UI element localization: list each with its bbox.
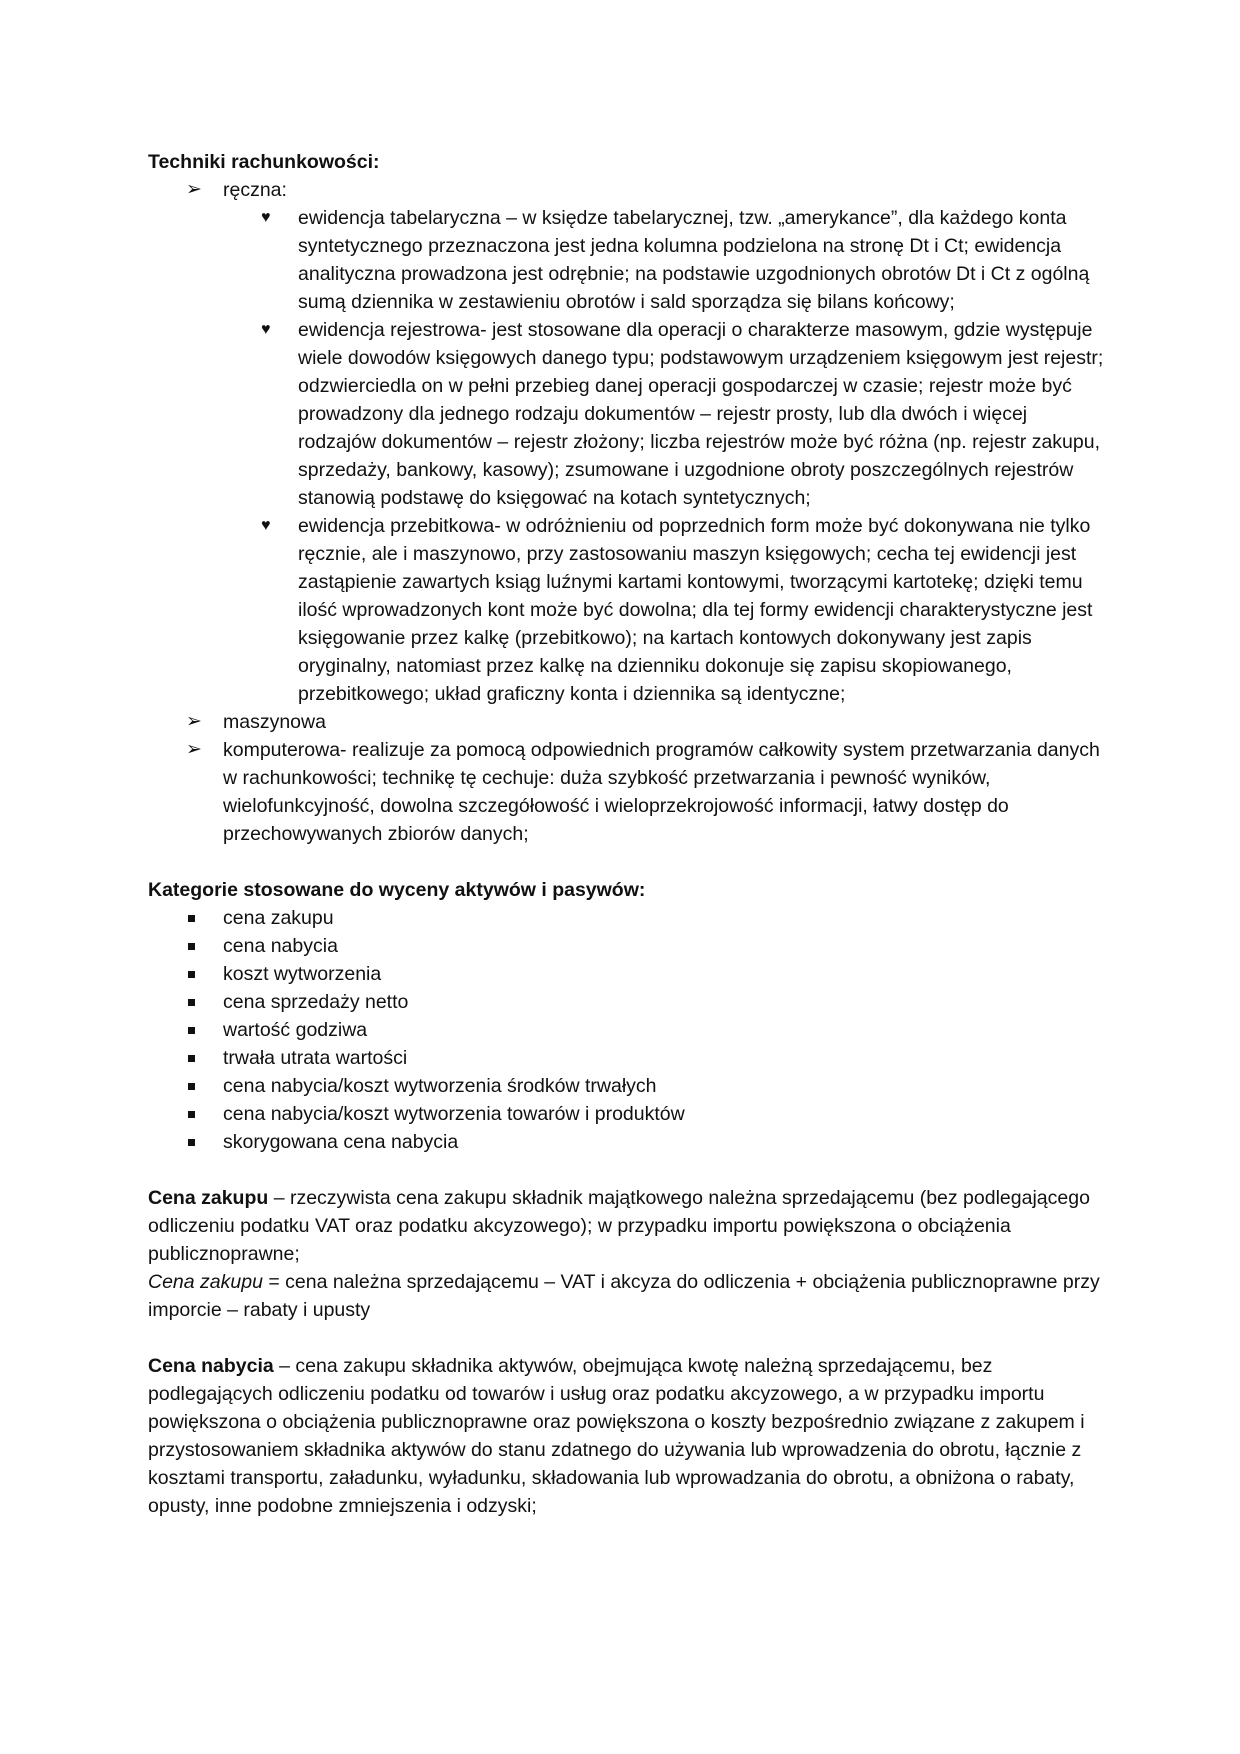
square-bullet-icon xyxy=(188,999,195,1006)
list-item-text: cena nabycia/koszt wytworzenia środków trwałych xyxy=(223,1075,657,1097)
cena-nabycia-definition xyxy=(148,1352,1108,1520)
list-item xyxy=(148,960,1108,988)
section-heading-techniki: Techniki rachunkowości: xyxy=(148,151,380,173)
sublist-item-text: ewidencja tabelaryczna – w księdze tabelarycznej, tzw. „amerykance”, dla każdego konta syntetycznego przeznaczona jest jedna kolumna podzielona na stronę Dt i Ct; ewidencja analityczna prowadzona jest odrębnie; na podstawie uzgodnionych obrotów Dt i Ct z ogólną sumą dziennika w zestawieniu obrotów i sald sporządza się bilans końcowy; xyxy=(298,207,1090,313)
square-bullet-icon xyxy=(188,915,195,922)
list-item-label: ręczna: xyxy=(223,179,287,201)
techniki-list xyxy=(148,176,1108,848)
list-item-text: cena nabycia xyxy=(223,935,338,957)
list-item xyxy=(148,708,1108,736)
sublist-item xyxy=(223,512,1108,708)
sublist-item-text: ewidencja rejestrowa- jest stosowane dla operacji o charakterze masowym, gdzie występuje wiele dowodów księgowych danego typu; podstawowym urządzeniem księgowym jest rejestr; odzwierciedla on w pełni przebieg danej operacji gospodarczej w czasie; rejestr może być prowadzony dla jednego rodzaju dokumentów – rejestr prosty, lub dla dwóch i więcej rodzajów dokumentów – rejestr złożony; liczba rejestrów może być różna (np. rejestr zakupu, sprzedaży, bankowy, kasowy); zsumowane i uzgodnione obroty poszczególnych rejestrów stanowią podstawę do księgować na kotach syntetycznych; xyxy=(298,319,1104,509)
sublist-item-text: ewidencja przebitkowa- w odróżnieniu od poprzednich form może być dokonywana nie tylko ręcznie, ale i maszynowo, przy zastosowaniu maszyn księgowych; cecha tej ewidencji jest zastąpienie zawartych ksiąg luźnymi kartami kontowymi, tworzącymi kartotekę; dzięki temu ilość wprowadzonych kont może być dowolna; dla tej formy ewidencji charakterystyczne jest księgowanie przez kalkę (przebitkowo); na kartach kontowych dokonywany jest zapis oryginalny, natomiast przez kalkę na dzienniku dokonuje się zapisu skopiowanego, przebitkowego; układ graficzny konta i dziennika są identyczne; xyxy=(298,515,1093,705)
list-item xyxy=(148,1044,1108,1072)
list-item xyxy=(148,1100,1108,1128)
list-item-text: cena sprzedaży netto xyxy=(223,991,409,1013)
list-item-text: cena nabycia/koszt wytworzenia towarów i produktów xyxy=(223,1103,685,1125)
square-bullet-icon xyxy=(188,1111,195,1118)
list-item-text: skorygowana cena nabycia xyxy=(223,1131,459,1153)
kategorie-list xyxy=(148,904,1108,1156)
arrow-bullet-icon: ➢ xyxy=(186,179,202,200)
list-item-text: koszt wytworzenia xyxy=(223,963,382,985)
formula-term: Cena zakupu xyxy=(148,1271,263,1293)
arrow-bullet-icon: ➢ xyxy=(186,711,202,732)
list-item xyxy=(148,736,1108,848)
square-bullet-icon xyxy=(188,1139,195,1146)
list-item xyxy=(148,176,1108,708)
list-item-label: komputerowa- realizuje za pomocą odpowiednich programów całkowity system przetwarzania danych w rachunkowości; technikę tę cechuje: duża szybkość przetwarzania i pewność wyników, wielofunkcyjność, dowolna szczegółowość i wieloprzekrojowość informacji, łatwy dostęp do przechowywanych zbiorów danych; xyxy=(223,739,1100,845)
heart-bullet-icon: ♥ xyxy=(261,321,271,338)
heart-bullet-icon: ♥ xyxy=(261,517,271,534)
list-item xyxy=(148,1016,1108,1044)
term: Cena zakupu xyxy=(148,1187,269,1209)
cena-zakupu-definition xyxy=(148,1184,1108,1268)
definition-text: – rzeczywista cena zakupu składnik majątkowego należna sprzedającemu (bez podlegającego odliczeniu podatku VAT oraz podatku akcyzowego); w przypadku importu powiększona o obciążenia publicznoprawne; xyxy=(148,1187,1090,1265)
list-item-text: trwała utrata wartości xyxy=(223,1047,408,1069)
sublist-item xyxy=(223,316,1108,512)
formula-text: = cena należna sprzedającemu – VAT i akcyza do odliczenia + obciążenia publicznoprawne przy imporcie – rabaty i upusty xyxy=(148,1271,1100,1321)
square-bullet-icon xyxy=(188,1083,195,1090)
term: Cena nabycia xyxy=(148,1355,274,1377)
list-item-text: wartość godziwa xyxy=(223,1019,368,1041)
cena-zakupu-formula xyxy=(148,1268,1108,1324)
document-content xyxy=(148,148,1108,1520)
square-bullet-icon xyxy=(188,1027,195,1034)
square-bullet-icon xyxy=(188,971,195,978)
heart-bullet-icon: ♥ xyxy=(261,209,271,226)
list-item xyxy=(148,1128,1108,1156)
sublist-item xyxy=(223,204,1108,316)
list-item xyxy=(148,1072,1108,1100)
square-bullet-icon xyxy=(188,1055,195,1062)
list-item-label: maszynowa xyxy=(223,711,326,733)
section-heading-kategorie: Kategorie stosowane do wyceny aktywów i pasywów: xyxy=(148,879,646,901)
list-item xyxy=(148,904,1108,932)
reczna-sublist xyxy=(223,204,1108,708)
square-bullet-icon xyxy=(188,943,195,950)
definition-text: – cena zakupu składnika aktywów, obejmująca kwotę należną sprzedającemu, bez podlegających odliczeniu podatku od towarów i usług oraz podatku akcyzowego, a w przypadku importu powiększona o obciążenia publicznoprawne oraz powiększona o koszty bezpośrednio związane z zakupem i przystosowaniem składnika aktywów do stanu zdatnego do używania lub wprowadzenia do obrotu, łącznie z kosztami transportu, załadunku, wyładunku, składowania lub wprowadzania do obrotu, a obniżona o rabaty, opusty, inne podobne zmniejszenia i odzyski; xyxy=(148,1355,1085,1517)
arrow-bullet-icon: ➢ xyxy=(186,739,202,760)
list-item xyxy=(148,988,1108,1016)
list-item-text: cena zakupu xyxy=(223,907,334,929)
list-item xyxy=(148,932,1108,960)
